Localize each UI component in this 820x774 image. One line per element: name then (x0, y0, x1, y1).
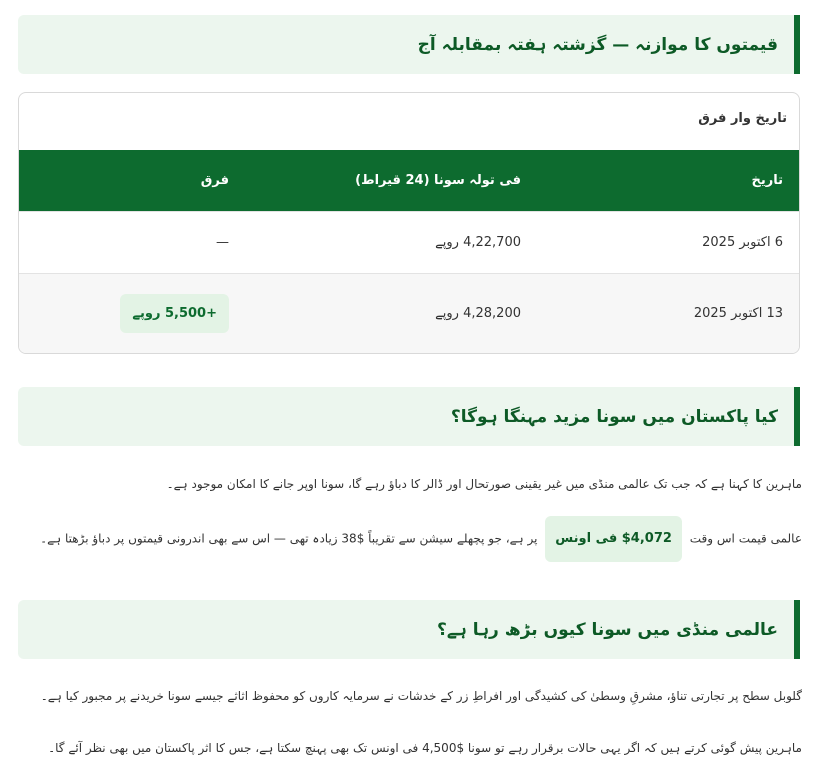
section-heading-text: قیمتوں کا موازنہ — گزشتہ ہفتہ بمقابلہ آج (417, 35, 778, 55)
paragraph-text: پر ہے، جو پچھلے سیشن سے تقریباً $38 زیادہ تھی — اس سے بھی اندرونی قیمتوں پر دباؤ بڑھتا ہے۔ (40, 531, 538, 546)
price-comparison-card (18, 92, 800, 354)
table-row (19, 273, 799, 353)
section-heading-price-comparison (18, 15, 800, 74)
header-price: فی تولہ سونا (24 قیراط) (355, 172, 521, 188)
paragraph: ماہرین کا کہنا ہے کہ جب تک عالمی منڈی میں غیر یقینی صورتحال اور ڈالر کا دباؤ رہے گا، سونا اوپر جانے کا امکان موجود ہے۔ (166, 477, 802, 491)
price-comparison-table (19, 150, 799, 353)
header-date: تاریخ (751, 172, 783, 188)
table-row (19, 211, 799, 273)
difference-badge: +5,500 روپے (120, 294, 229, 333)
cell-price: 4,28,200 روپے (435, 305, 521, 321)
table-caption: تاریخ وار فرق (698, 111, 787, 126)
paragraph-text: عالمی قیمت اس وقت (689, 531, 802, 546)
cell-date: 13 اکتوبر 2025 (693, 305, 783, 321)
section-heading-pakistan-forecast (18, 387, 800, 446)
section-heading-global-market (18, 600, 800, 659)
table-header-row (19, 150, 799, 211)
cell-difference: — (216, 234, 229, 250)
paragraph: ماہرین پیش گوئی کرتے ہیں کہ اگر یہی حالات برقرار رہے تو سونا $4,500 فی اونس تک بھی پہنچ سکتا ہے، جس کا اثر پاکستان میں بھی نظر آئے گا۔ (48, 741, 802, 755)
section-heading-text: کیا پاکستان میں سونا مزید مہنگا ہوگا؟ (450, 407, 778, 427)
global-price-badge: $4,072 فی اونس (545, 516, 682, 562)
section-heading-text: عالمی منڈی میں سونا کیوں بڑھ رہا ہے؟ (437, 620, 778, 640)
header-difference: فرق (200, 172, 229, 188)
paragraph (20, 516, 802, 562)
cell-difference (19, 273, 245, 353)
cell-price: 4,22,700 روپے (435, 234, 521, 250)
paragraph: گلوبل سطح پر تجارتی تناؤ، مشرقِ وسطیٰ کی کشیدگی اور افراطِ زر کے خدشات نے سرمایہ کاروں کو محفوظ اثاثے جیسے سونا خریدنے پر مجبور کیا ہے۔ (40, 689, 802, 703)
cell-date: 6 اکتوبر 2025 (702, 234, 783, 250)
